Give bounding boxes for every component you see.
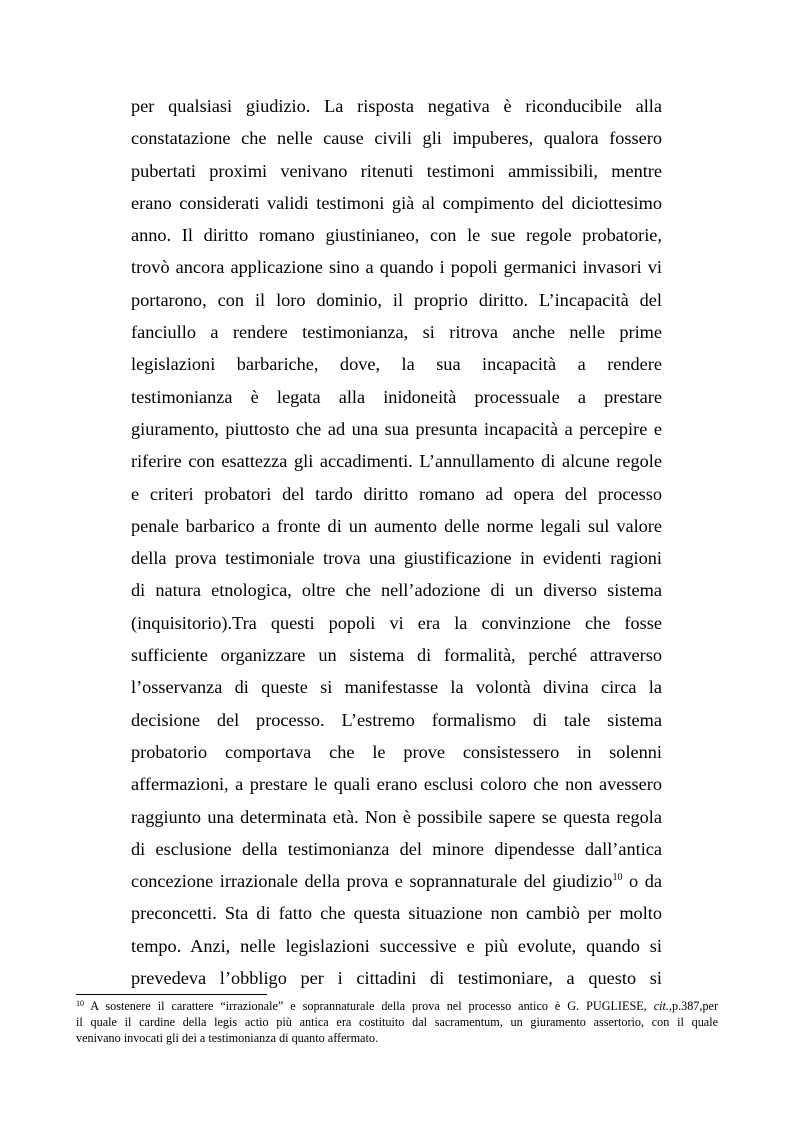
text-line: sufficiente organizzare un sistema di formalità, perché attraverso — [131, 645, 662, 666]
text-line: di natura etnologica, oltre che nell’adozione di un diverso sistema — [131, 580, 662, 601]
text-line: pubertati proximi venivano ritenuti testimoni ammissibili, mentre — [131, 160, 662, 181]
footnote — [76, 998, 718, 1046]
text-line: testimonianza è legata alla inidoneità processuale a prestare — [131, 386, 662, 407]
footnote-separator — [76, 994, 267, 995]
text-line: erano considerati validi testimoni già al compimento del diciottesimo — [131, 192, 662, 213]
footnote-line — [76, 998, 718, 1014]
body-text — [131, 90, 662, 994]
footnote-text: ,p.387,per — [668, 999, 718, 1013]
text-line: riferire con esattezza gli accadimenti. L’annullamento di alcune regole — [131, 451, 662, 472]
text-line: decisione del processo. L’estremo formalismo di tale sistema — [131, 709, 662, 730]
text-line: l’osservanza di queste si manifestasse la volontà divina circa la — [131, 677, 662, 698]
text-fragment: concezione irrazionale della prova e soprannaturale del giudizio — [131, 871, 613, 892]
text-line: constatazione che nelle cause civili gli impuberes, qualora fossero — [131, 128, 662, 149]
footnote-line: il quale il cardine della legis actio più antica era costituito dal sacramentum, un giuramento assertorio, con il quale — [76, 1015, 718, 1029]
text-line: prevedeva l’obbligo per i cittadini di testimoniare, a questo si — [131, 968, 662, 989]
text-line: giuramento, piuttosto che ad una sua presunta incapacità a percepire e — [131, 418, 662, 439]
text-fragment: o da — [622, 871, 662, 892]
text-line: raggiunto una determinata età. Non è possibile sapere se questa regola — [131, 806, 662, 827]
footnote-citation: cit. — [653, 999, 669, 1013]
footnote-text: A sostenere il carattere “irrazionale” e soprannaturale della prova nel processo antico è G. PUGLIESE, — [84, 999, 654, 1013]
text-line: portarono, con il loro dominio, il proprio diritto. L’incapacità del — [131, 289, 662, 310]
text-line: per qualsiasi giudizio. La risposta negativa è riconducibile alla — [131, 96, 662, 116]
text-line: affermazioni, a prestare le quali erano esclusi coloro che non avessero — [131, 774, 662, 795]
footnote-number: 10 — [76, 999, 84, 1008]
text-line: e criteri probatori del tardo diritto romano ad opera del processo — [131, 483, 662, 504]
text-line — [131, 865, 662, 897]
footnote-reference: 10 — [612, 872, 623, 884]
text-line: penale barbarico a fronte di un aumento delle norme legali sul valore — [131, 515, 662, 536]
text-line: legislazioni barbariche, dove, la sua incapacità a rendere — [131, 354, 662, 375]
text-line: preconcetti. Sta di fatto che questa situazione non cambiò per molto — [131, 903, 662, 924]
text-line: fanciullo a rendere testimonianza, si ritrova anche nelle prime — [131, 322, 662, 343]
text-line: anno. Il diritto romano giustinianeo, con le sue regole probatorie, — [131, 225, 662, 246]
text-line: tempo. Anzi, nelle legislazioni successive e più evolute, quando si — [131, 935, 662, 956]
text-line: della prova testimoniale trova una giustificazione in evidenti ragioni — [131, 548, 662, 569]
text-line: probatorio comportava che le prove consistessero in solenni — [131, 741, 662, 762]
text-line: trovò ancora applicazione sino a quando i popoli germanici invasori vi — [131, 257, 662, 278]
text-line: (inquisitorio).Tra questi popoli vi era la convinzione che fosse — [131, 612, 662, 633]
text-line: di esclusione della testimonianza del minore dipendesse dall’antica — [131, 838, 662, 859]
footnote-line: venivano invocati gli dei a testimonianza di quanto affermato. — [76, 1031, 378, 1045]
